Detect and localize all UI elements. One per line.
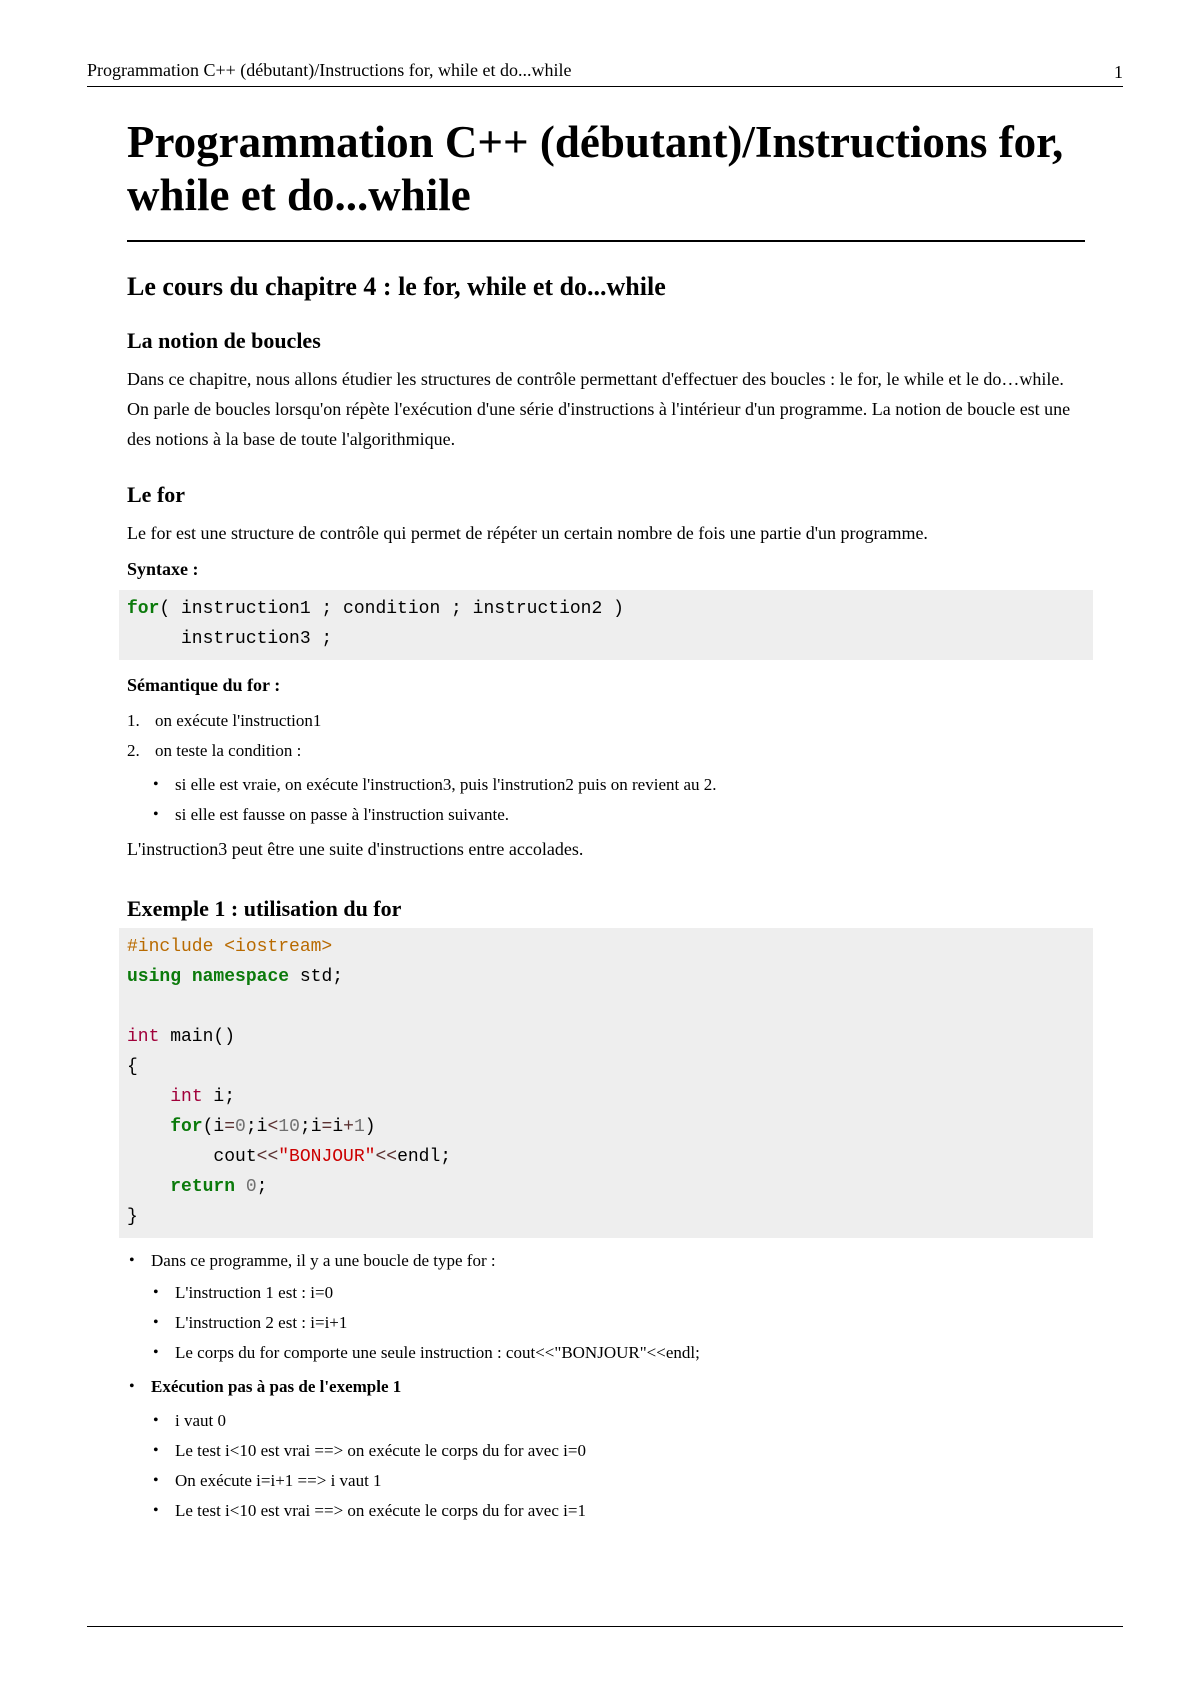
for-note: L'instruction3 peut être une suite d'instructions entre accolades. [127, 839, 584, 859]
list-item: • Le test i<10 est vrai ==> on exécute le corps du for avec i=1 [151, 1496, 1085, 1526]
step-text: on teste la condition : [155, 741, 302, 760]
running-header-title: Programmation C++ (débutant)/Instructions for, while et do...while [87, 60, 572, 80]
step-text: on exécute l'instruction1 [155, 711, 322, 730]
example1-sub-bullets [151, 1278, 1085, 1368]
notion-heading: La notion de boucles [127, 328, 321, 353]
code-text: ) [364, 1117, 376, 1137]
code-number: 0 [245, 1177, 257, 1197]
code-operator: = [321, 1117, 333, 1137]
code-keyword-namespace: namespace [191, 967, 290, 987]
code-operator: = [224, 1117, 236, 1137]
code-text: instruction3 ; [127, 629, 333, 649]
code-keyword-using: using [127, 967, 182, 987]
footer-rule [87, 1626, 1123, 1627]
code-text: cout [213, 1147, 257, 1167]
list-item: • On exécute i=i+1 ==> i vaut 1 [151, 1466, 1085, 1496]
code-text: std; [289, 967, 344, 987]
code-text: i; [202, 1087, 236, 1107]
for-intro: Le for est une structure de contrôle qui permet de répéter un certain nombre de fois une partie d'un programme. [127, 523, 928, 543]
code-type-int: int [127, 1027, 160, 1047]
code-brace: } [127, 1207, 138, 1227]
bullet-intro: Dans ce programme, il y a une boucle de type for : [151, 1251, 496, 1270]
code-keyword-return: return [170, 1177, 236, 1197]
semantics-steps [127, 706, 1085, 766]
step-number: 1. [127, 711, 140, 730]
code-text: (i [202, 1117, 225, 1137]
list-item: • L'instruction 1 est : i=0 [151, 1278, 1085, 1308]
example1-code-block [119, 928, 1093, 1238]
notion-paragraph: Dans ce chapitre, nous allons étudier les structures de contrôle permettant d'effectuer des boucles : le for, le while et le do…while. On parle de boucles lorsqu'on répète l'exécution d'une série d'instructions à l'intérieur d'un programme. La notion de boucle est une des notions à la base de toute l'algorithmique. [127, 369, 1071, 449]
running-header [87, 58, 1123, 87]
code-brace: { [127, 1057, 138, 1077]
code-text: ; [256, 1177, 268, 1197]
code-text: ;i [299, 1117, 322, 1137]
trace-title: Exécution pas à pas de l'exemple 1 [151, 1377, 402, 1396]
code-number: 0 [235, 1117, 246, 1137]
page-number: 1 [1114, 62, 1123, 82]
code-keyword-for: for [170, 1117, 203, 1137]
list-item [127, 1372, 1085, 1526]
code-text: ( instruction1 ; condition ; instruction2 ) [159, 599, 624, 619]
syntax-code-block [119, 590, 1093, 660]
list-item: • si elle est fausse on passe à l'instruction suivante. [151, 800, 1085, 830]
page-title: Programmation C++ (débutant)/Instructions for, while et do...while [127, 116, 1085, 242]
code-operator: + [343, 1117, 354, 1137]
list-item: • Le corps du for comporte une seule instruction : cout<<"BONJOUR"<<endl; [151, 1338, 1085, 1368]
semantics-label: Sémantique du for : [127, 675, 281, 695]
list-item [127, 1246, 1085, 1368]
for-heading: Le for [127, 482, 186, 507]
code-operator: < [267, 1117, 279, 1137]
code-number: 10 [278, 1117, 300, 1137]
code-string: "BONJOUR" [278, 1147, 376, 1167]
code-preprocessor: #include <iostream> [127, 937, 333, 957]
list-item [127, 706, 1085, 736]
code-operator: << [256, 1147, 279, 1167]
code-text: ;i [245, 1117, 268, 1137]
code-text: i [332, 1117, 344, 1137]
example1-heading: Exemple 1 : utilisation du for [127, 896, 402, 921]
code-keyword-for: for [127, 599, 160, 619]
code-number: 1 [353, 1117, 365, 1137]
list-item [127, 736, 1085, 766]
page-content [127, 116, 1085, 1526]
step-number: 2. [127, 741, 140, 760]
code-operator: << [375, 1147, 398, 1167]
section-heading: Le cours du chapitre 4 : le for, while et do...while [127, 272, 666, 301]
example1-bullets [127, 1246, 1085, 1526]
code-type-int: int [170, 1087, 203, 1107]
list-item: • i vaut 0 [151, 1406, 1085, 1436]
list-item: • L'instruction 2 est : i=i+1 [151, 1308, 1085, 1338]
code-text: endl; [397, 1147, 452, 1167]
list-item: • si elle est vraie, on exécute l'instruction3, puis l'instrution2 puis on revient au 2. [151, 770, 1085, 800]
code-text: main() [159, 1027, 236, 1047]
semantics-substeps [151, 770, 1085, 830]
trace-list [151, 1406, 1085, 1526]
list-item: • Le test i<10 est vrai ==> on exécute le corps du for avec i=0 [151, 1436, 1085, 1466]
syntax-label: Syntaxe : [127, 559, 199, 579]
